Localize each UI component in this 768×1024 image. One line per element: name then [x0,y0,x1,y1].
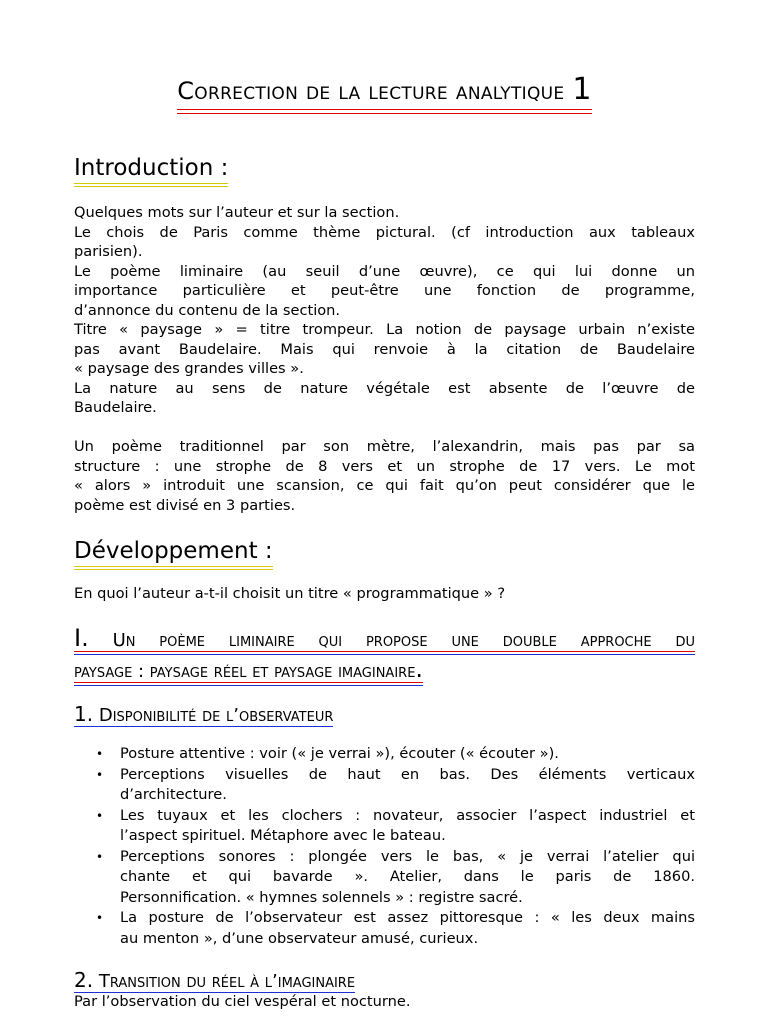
introduction-paragraph-1 [74,203,695,418]
section-1-heading: 1. Disponibilité de l’observateur [74,702,334,726]
list-item [96,744,695,765]
developpement-heading: Développement : [74,537,273,567]
introduction-heading: Introduction : [74,154,228,184]
bullet-icon: • [96,808,104,823]
text-line: Un poème traditionnel par son mètre, l’alexandrin, mais pas par sa [74,438,695,455]
introduction-paragraph-2 [74,437,695,515]
text-line: « alors » introduit une scansion, ce qui fait qu’on peut considérer que le [74,477,695,494]
list-item [96,847,695,909]
list-item-line: Personnification. « hymnes solennels » : registre sacré. [120,888,523,906]
list-item-line: d’architecture. [120,786,227,803]
text-line: importance particulière et peut-être une fonction de programme, [74,282,695,299]
text-line: poème est divisé en 3 parties. [74,496,296,514]
bullet-icon: • [96,747,104,761]
part-1-heading: I. Un poème liminaire qui propose une double approche du paysage : paysage réel et paysage imaginaire. [74,624,695,683]
list-item-line: l’aspect spirituel. Métaphore avec le bateau. [120,827,446,844]
developpement-question: En quoi l’auteur a-t-il choisit un titre « programmatique » ? [74,585,506,602]
section-1-bullet-list [96,744,695,949]
list-item [96,806,695,847]
list-item [96,765,695,806]
list-item [96,908,695,949]
list-item-line: Les tuyaux et les clochers : novateur, associer l’aspect industriel et [120,806,695,824]
text-line: pas avant Baudelaire. Mais qui renvoie à la citation de Baudelaire [74,340,695,358]
bullet-icon: • [96,911,104,925]
text-line: Quelques mots sur l’auteur et sur la section. [74,204,400,221]
section-2-text: Par l’observation du ciel vespéral et nocturne. [74,993,411,1010]
text-line: parisien). [74,243,143,260]
list-item-line: Perceptions sonores : plongée vers le bas, « je verrai l’atelier qui [120,847,695,865]
text-line: Le chois de Paris comme thème pictural. (cf introduction aux tableaux [74,223,695,241]
text-line: d’annonce du contenu de la section. [74,301,341,319]
text-line: Le poème liminaire (au seuil d’une œuvre), ce qui lui donne un [74,262,695,280]
text-line: Baudelaire. [74,399,157,416]
document-title-text: Correction de la lecture analytique 1 [177,72,592,110]
document-title [74,72,695,110]
list-item-line: La posture de l’observateur est assez pittoresque : « les deux mains [120,909,695,926]
list-item-line: chante et qui bavarde ». Atelier, dans le paris de 1860. [120,868,695,885]
list-item-line: au menton », d’une observateur amusé, curieux. [120,929,479,947]
section-2-heading: 2. Transition du réel à l’imaginaire [74,968,356,992]
bullet-icon: • [96,767,104,782]
text-line: « paysage des grandes villes ». [74,360,304,377]
list-item-line: Posture attentive : voir (« je verrai »), écouter (« écouter »). [120,745,559,762]
text-line: structure : une strophe de 8 vers et un strophe de 17 vers. Le mot [74,457,695,475]
bullet-icon: • [96,849,104,864]
text-line: Titre « paysage » = titre trompeur. La notion de paysage urbain n’existe [74,321,695,338]
list-item-line: Perceptions visuelles de haut en bas. Des éléments verticaux [120,765,695,783]
text-line: La nature au sens de nature végétale est absente de l’œuvre de [74,379,695,397]
